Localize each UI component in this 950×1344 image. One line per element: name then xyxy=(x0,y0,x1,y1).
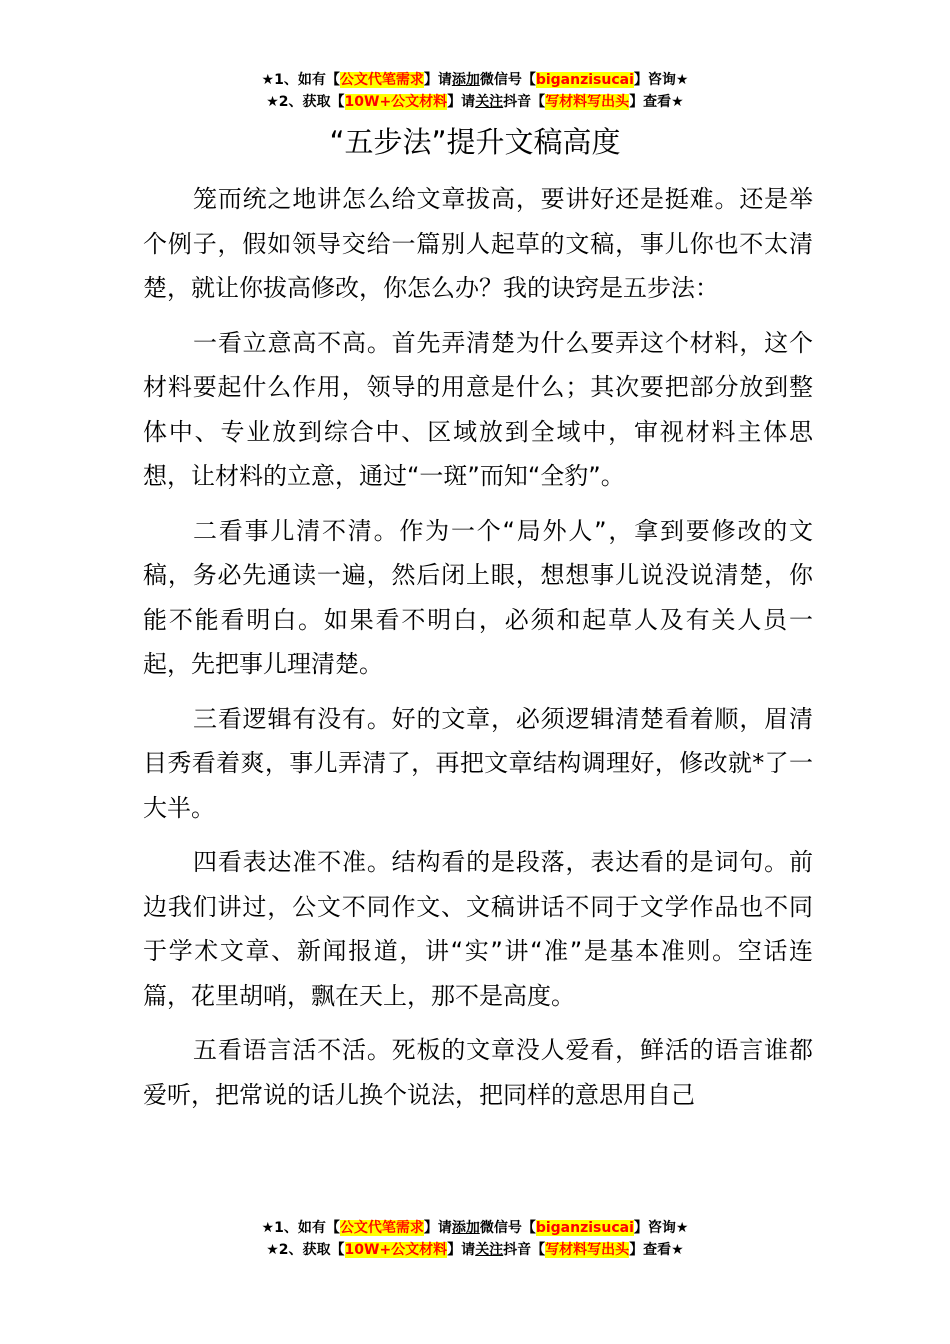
banner-text: 】请 xyxy=(423,72,452,88)
banner-text: 抖音【 xyxy=(503,1242,546,1258)
banner-text: 】请 xyxy=(423,1220,452,1236)
highlight-douyin-id: 写材料写出头 xyxy=(545,1242,630,1258)
underlined-text: 添加 xyxy=(451,72,480,88)
banner-text: ★1、如有【 xyxy=(261,1220,340,1236)
highlight-materials: 10W+公文材料 xyxy=(344,94,448,110)
banner-text: ★1、如有【 xyxy=(261,72,340,88)
header-banner xyxy=(0,69,950,113)
footer-banner xyxy=(0,1217,950,1261)
banner-text: 微信号【 xyxy=(479,72,536,88)
highlight-wechat-id: biganzisucai xyxy=(535,72,634,88)
highlight-service: 公文代笔需求 xyxy=(339,1220,424,1236)
banner-line-2 xyxy=(0,1239,950,1261)
highlight-douyin-id: 写材料写出头 xyxy=(545,94,630,110)
banner-text: 】查看★ xyxy=(629,1242,684,1258)
banner-text: 】咨询★ xyxy=(633,1220,689,1236)
banner-text: 微信号【 xyxy=(479,1220,536,1236)
banner-text: 】请 xyxy=(447,1242,476,1258)
banner-line-1 xyxy=(0,69,950,91)
banner-text: 抖音【 xyxy=(503,94,546,110)
banner-text: 】查看★ xyxy=(629,94,684,110)
paragraph-step-5: 五看语言活不活。死板的文章没人爱看，鲜活的语言谁都爱听，把常说的话儿换个说法，把同样的意思用自己 xyxy=(143,1036,813,1109)
underlined-text: 添加 xyxy=(451,1220,480,1236)
banner-line-2 xyxy=(0,91,950,113)
banner-text: 】咨询★ xyxy=(633,72,689,88)
banner-text: ★2、获取【 xyxy=(266,1242,345,1258)
paragraph-step-1: 一看立意高不高。首先弄清楚为什么要弄这个材料，这个材料要起什么作用，领导的用意是什么；其次要把部分放到整体中、专业放到综合中、区域放到全域中，审视材料主体思想，让材料的立意，通过“一斑”而知“全豹”。 xyxy=(143,328,813,490)
highlight-wechat-id: biganzisucai xyxy=(535,1220,634,1236)
paragraph-intro: 笼而统之地讲怎么给文章拔高，要讲好还是挺难。还是举个例子，假如领导交给一篇别人起草的文稿，事儿你也不太清楚，就让你拔高修改，你怎么办？我的诀窍是五步法： xyxy=(143,185,813,302)
paragraph-step-2: 二看事儿清不清。作为一个“局外人”，拿到要修改的文稿，务必先通读一遍，然后闭上眼，想想事儿说没说清楚，你能不能看明白。如果看不明白，必须和起草人及有关人员一起，先把事儿理清楚。 xyxy=(143,516,813,678)
underlined-text: 关注 xyxy=(475,94,504,110)
banner-text: ★2、获取【 xyxy=(266,94,345,110)
document-body xyxy=(143,177,813,1127)
banner-text: 】请 xyxy=(447,94,476,110)
banner-line-1 xyxy=(0,1217,950,1239)
paragraph-step-4: 四看表达准不准。结构看的是段落，表达看的是词句。前边我们讲过，公文不同作文、文稿讲话不同于文学作品也不同于学术文章、新闻报道，讲“实”讲“准”是基本准则。空话连篇，花里胡哨，飘在天上，那不是高度。 xyxy=(143,848,813,1010)
paragraph-step-3: 三看逻辑有没有。好的文章，必须逻辑清楚看着顺，眉清目秀看着爽，事儿弄清了，再把文章结构调理好，修改就*了一大半。 xyxy=(143,704,813,822)
underlined-text: 关注 xyxy=(475,1242,504,1258)
highlight-service: 公文代笔需求 xyxy=(339,72,424,88)
highlight-materials: 10W+公文材料 xyxy=(344,1242,448,1258)
document-title: “五步法”提升文稿高度 xyxy=(329,125,621,159)
